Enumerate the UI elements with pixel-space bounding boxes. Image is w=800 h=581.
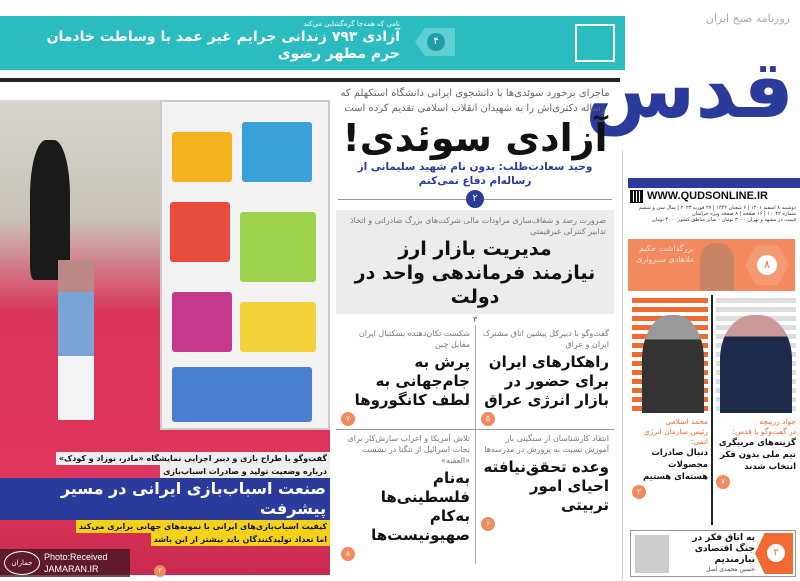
masthead xyxy=(585,0,800,188)
person-figure xyxy=(720,315,792,413)
story-kicker: گفت‌وگو با دبیرکل پیشین اتاق مشترک ایران و عراق xyxy=(482,329,609,349)
toy-box xyxy=(240,212,316,282)
page-number-badge: ۴ xyxy=(154,565,166,577)
stories-row-1 xyxy=(336,325,614,429)
author-photo xyxy=(635,535,669,573)
stories-row-2 xyxy=(336,429,614,564)
eslami-story[interactable] xyxy=(632,417,708,499)
portrait-image xyxy=(700,243,734,291)
opinion-text xyxy=(671,533,755,574)
toy-box xyxy=(172,367,312,422)
banner-text xyxy=(22,20,400,63)
story-iraq[interactable] xyxy=(475,325,614,429)
divider xyxy=(711,295,713,525)
photo-story-sub-1: کیفیت اسباب‌بازی‌های ایرانی با نمونه‌های جهانی برابری می‌کند xyxy=(76,520,330,533)
toy-box xyxy=(242,122,312,182)
story-kicker: تلاش آمریکا و اعراب سازش‌کار برای نجات اسرائیل از تنگنا در نشست «العقبه» xyxy=(347,434,470,465)
lead-separator xyxy=(336,188,614,210)
banner-page-number: ۴ xyxy=(427,33,445,51)
caption-name: محمد اسلامی xyxy=(665,417,708,426)
toy-shelf xyxy=(160,100,330,430)
woman-figure xyxy=(30,140,70,280)
currency-headline-2: نیازمند فرماندهی واحد در دولت xyxy=(354,262,596,308)
price-line: قیمت در مشهد و تهران ۳۰۰۰ تومان - سایر مناطق کشور ۴۰۰۰ تومان xyxy=(652,217,796,223)
zarincheh-photo xyxy=(716,298,796,413)
caption-text: گزینه‌های مربیگری تیم ملی بدون فکر انتخاب شدند xyxy=(718,438,796,472)
jamaran-logo: جماران xyxy=(4,551,40,575)
opinion-page-number: ۲ xyxy=(767,544,785,562)
story-headline: وعده تحقق‌نیافته احیای امور تربیتی xyxy=(483,458,609,514)
credit-line-2: JAMARAN.IR xyxy=(44,564,99,574)
story-aqaba[interactable] xyxy=(336,429,475,564)
sabzevari-feature-box[interactable] xyxy=(628,239,795,291)
middle-column xyxy=(336,86,614,564)
page-number-badge: ۸ xyxy=(341,547,355,561)
page-number-badge: ۵ xyxy=(481,412,495,426)
feature-text: بزرگداشت حکیم ملاهادی سبزواری xyxy=(636,244,694,264)
caption-role: رئیس سازمان انرژی اتمی: xyxy=(643,427,708,446)
story-kicker: شکست تکان‌دهنده بسکتبال ایران مقابل چین xyxy=(358,329,470,349)
story-headline: پرش به جام‌جهانی به لطف کانگوروها xyxy=(354,353,470,409)
lead-kicker: ماجرای برخورد سوئدی‌ها با دانشجوی ایرانی دانشگاه استکهلم که رساله دکتری‌اش را به شهیدان انقلاب اسلامی تقدیم کرده است xyxy=(340,88,610,114)
page-number-badge: ۷ xyxy=(716,475,730,489)
issue-line: شماره ۱۰۰۴۲ | ۱۶ صفحه | ۸ صفحه ویژه خراسان xyxy=(691,211,796,217)
toy-box xyxy=(170,202,230,262)
photo-story-sub-2: اما تعداد تولیدکنندگان باید بیشتر از این باشد xyxy=(151,533,330,546)
currency-story[interactable] xyxy=(336,210,614,314)
logo-band xyxy=(628,178,800,188)
caption-text: دنبال صادرات محصولات هسته‌ای هستیم xyxy=(643,448,708,482)
toy-box xyxy=(240,302,316,352)
person-figure xyxy=(642,315,704,413)
photo-credit xyxy=(0,549,130,577)
currency-page-number: ۳ xyxy=(472,315,478,324)
photo-story-kicker-1: گفت‌وگو با طراح بازی و دبیر اجرایی نمایشگاه «مادر، نوزاد و کودک» xyxy=(56,452,330,465)
opinion-author: حسین محمدی اصل xyxy=(706,566,755,573)
page-number-badge: ۶ xyxy=(481,517,495,531)
story-basketball[interactable] xyxy=(336,325,475,429)
date-line: دوشنبه ۸ اسفند ۱۴۰۱ | ۶ شعبان ۱۴۴۴ | ۲۷ فوریه ۲۰۲۳ | سال سی و ششم xyxy=(638,205,796,211)
credit-line-1: Photo:Received xyxy=(44,552,108,562)
lead-page-number: ۲ xyxy=(466,190,484,208)
eslami-photo xyxy=(632,298,708,413)
divider xyxy=(0,78,620,82)
qr-code-icon xyxy=(630,190,643,203)
top-banner[interactable] xyxy=(0,16,625,70)
story-headline: راهکارهای ایران برای حضور در بازار انرژی عراق xyxy=(484,353,609,409)
issue-info xyxy=(630,205,796,223)
story-kicker: انتقاد کارشناسان از سنگینی بار آموزش نسبت به پرورش در مدرسه‌ها xyxy=(484,434,609,454)
opinion-box[interactable] xyxy=(630,530,796,577)
zarincheh-story[interactable] xyxy=(716,417,796,489)
toy-box xyxy=(172,132,232,182)
logo: قدس xyxy=(585,43,794,136)
child-figure xyxy=(58,260,94,420)
caption-name: جواد زرینچه xyxy=(759,417,796,426)
caption-role: در گفت‌وگو با قدس: xyxy=(732,427,796,436)
page-number-badge: ۲ xyxy=(632,485,646,499)
lead-subhead: وحید سعادت‌طلب: بدون نام شهید سلیمانی از رساله‌ام دفاع نمی‌کنم xyxy=(357,161,593,187)
website-url[interactable]: WWW.QUDSONLINE.IR xyxy=(647,190,768,202)
currency-kicker: ضرورت رصد و شفاف‌سازی مراودات مالی شرکت‌های بزرگ صادراتی و اتخاذ تدابیر کنترلی غیرقیمتی xyxy=(350,216,606,236)
opinion-headline: به اتاق فکر در جنگ اقتصادی نیازمندیم xyxy=(692,533,755,565)
photo-story-kicker-2: درباره وضعیت تولید و صادرات اسباب‌بازی xyxy=(160,465,330,478)
photo-footer xyxy=(0,549,330,577)
banner-kicker: نامی که همه‌جا گره‌گشایی می‌کند xyxy=(303,20,400,28)
photo-story-captions xyxy=(0,452,330,577)
column-divider xyxy=(622,150,623,580)
photo-story-headline[interactable]: صنعت اسباب‌بازی ایرانی در مسیر پیشرفت xyxy=(0,478,330,520)
feature-page-number: ۸ xyxy=(757,255,777,275)
lead-headline[interactable]: آزادی سوئدی! xyxy=(342,116,608,160)
logo-subtitle: روزنامه صبح ایران xyxy=(705,12,790,25)
banner-headline[interactable]: آزادی ۷۹۳ زندانی جرایم غیر عمد با وساطت خادمان حرم مطهر رضوی xyxy=(46,29,400,62)
story-headline: به‌نام فلسطینی‌ها به‌کام صهیونیست‌ها xyxy=(371,469,470,544)
story-education[interactable] xyxy=(475,429,614,564)
page-number-badge: ۷ xyxy=(341,412,355,426)
currency-headline-1: مدیریت بازار ارز xyxy=(398,238,552,260)
toy-box xyxy=(172,292,232,352)
